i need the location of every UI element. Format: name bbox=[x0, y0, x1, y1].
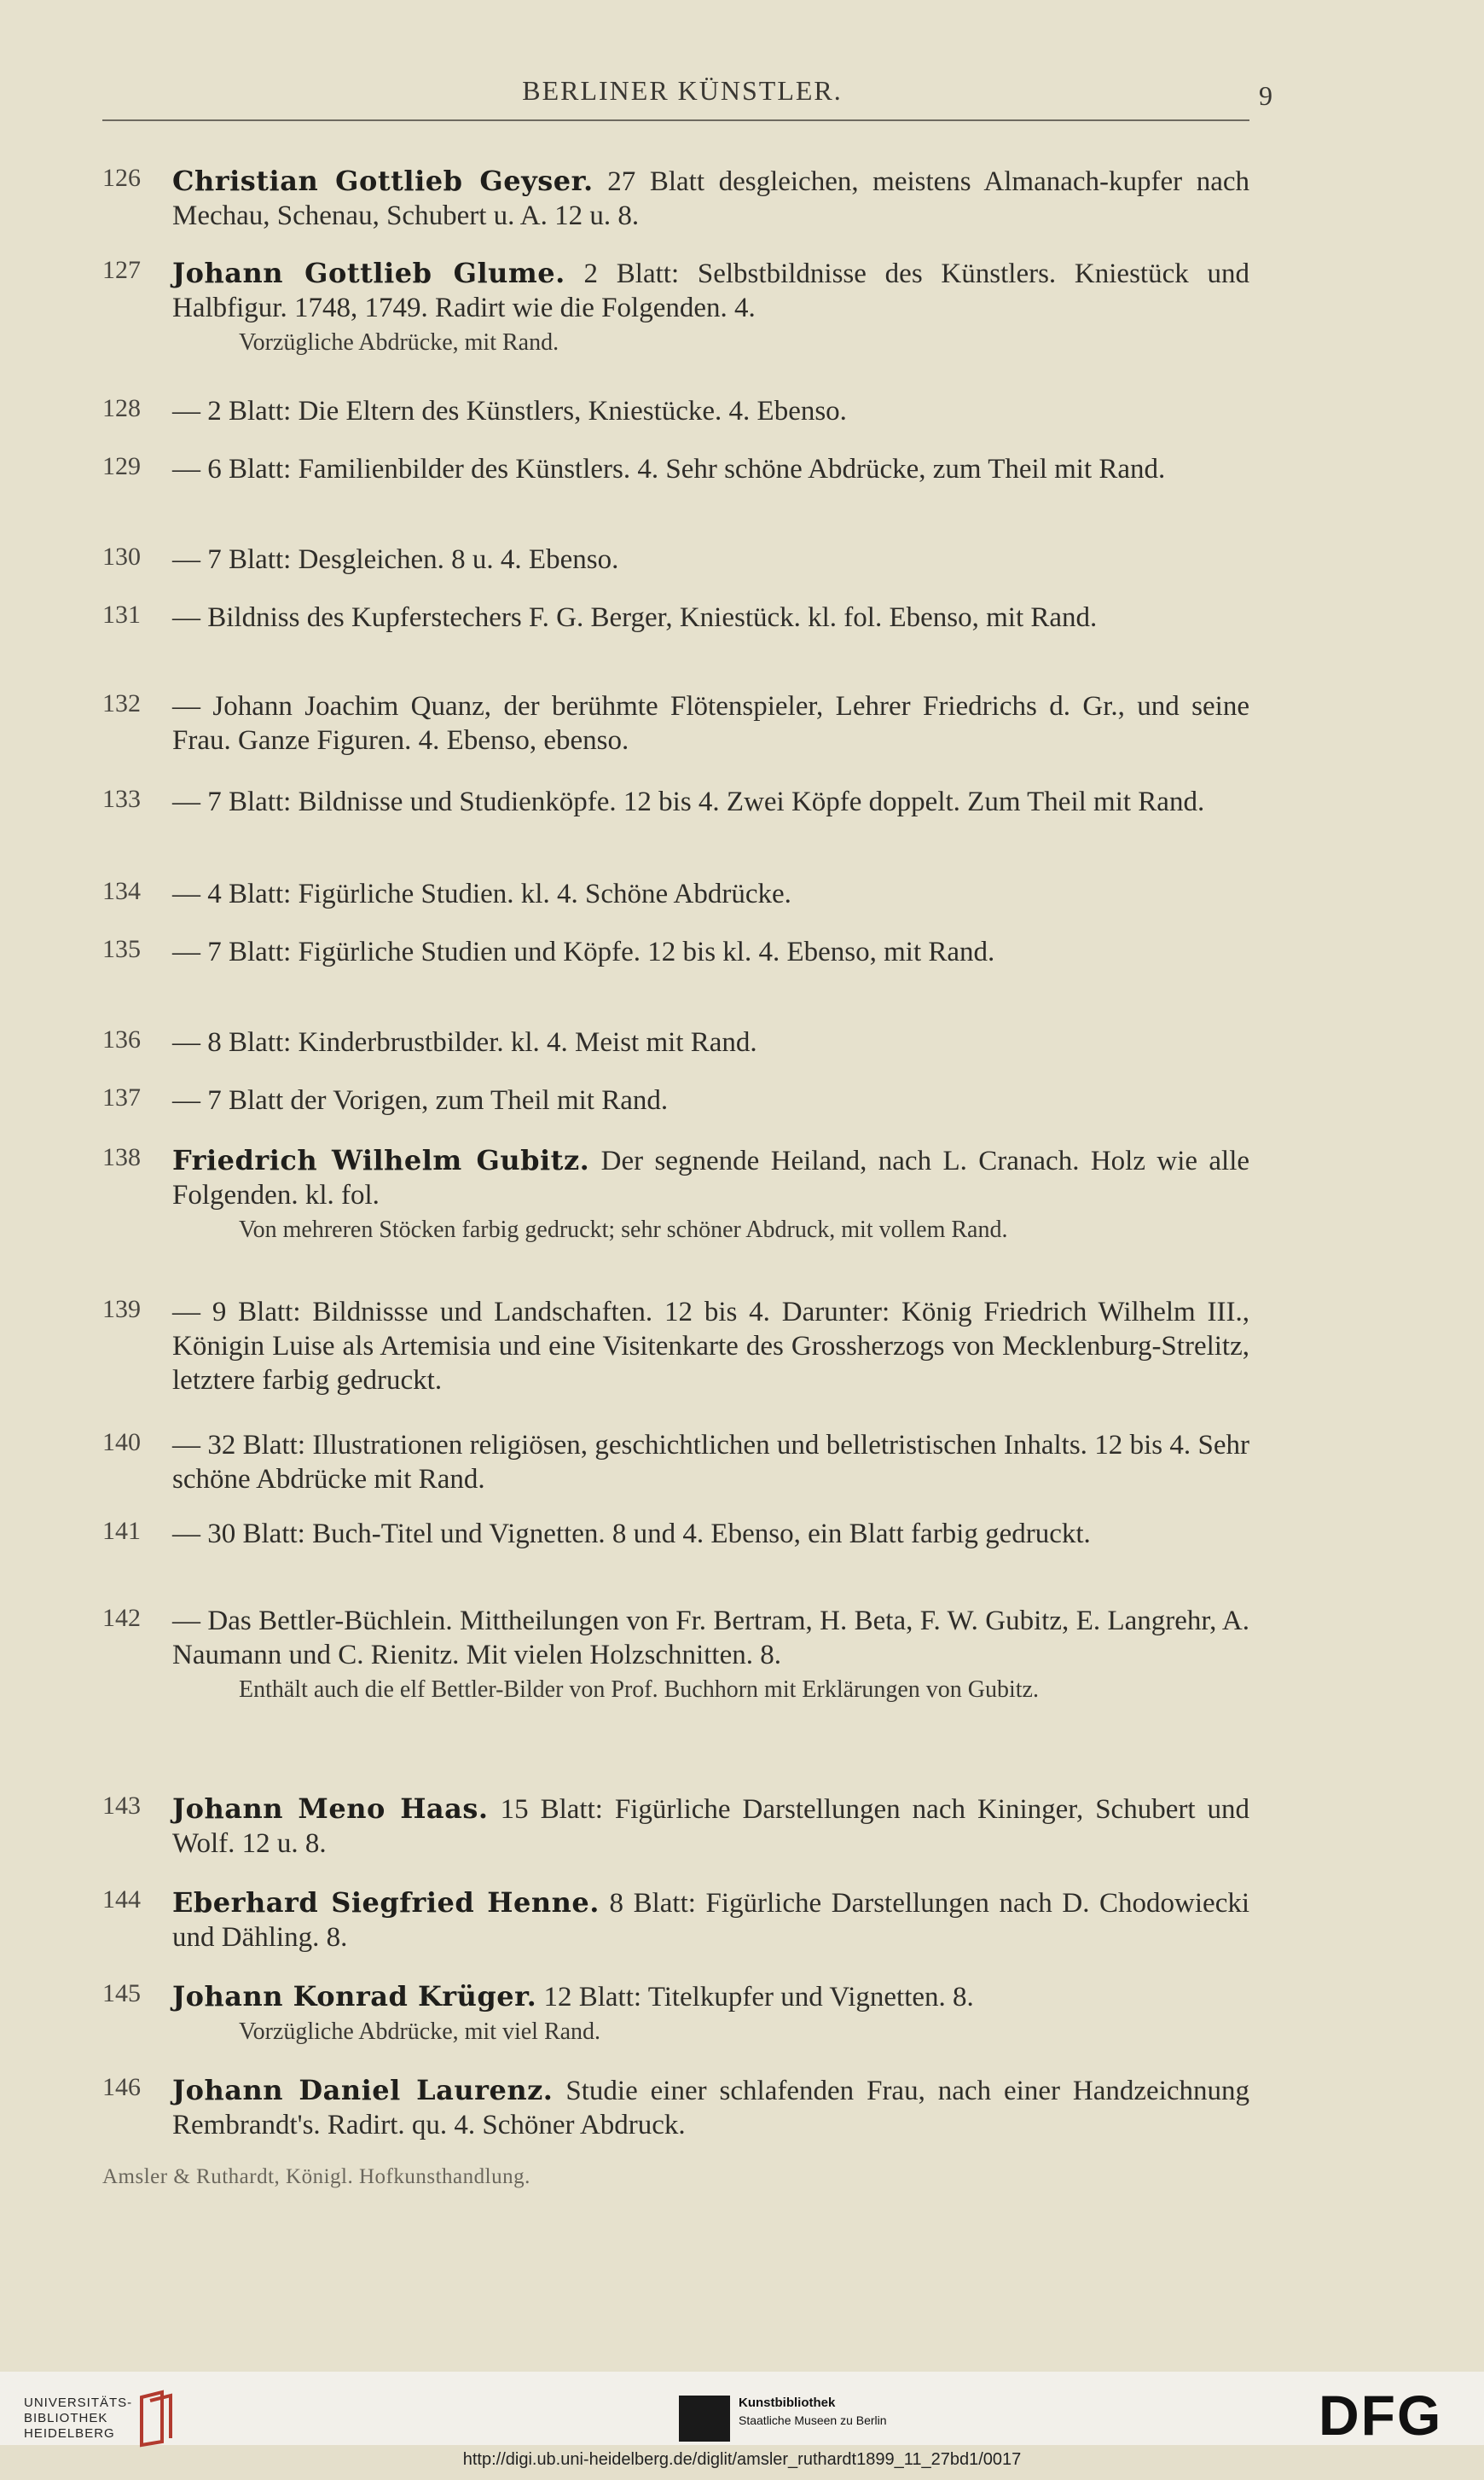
entry-text bbox=[172, 1517, 1249, 1551]
logo-line: HEIDELBERG bbox=[24, 2426, 115, 2441]
entry-text bbox=[172, 164, 1249, 233]
catalog-entry bbox=[102, 1517, 1249, 1551]
entry-number: 136 bbox=[102, 1025, 141, 1054]
catalog-entry bbox=[102, 1428, 1249, 1496]
entry-number: 142 bbox=[102, 1604, 141, 1632]
catalog-entry bbox=[102, 1885, 1249, 1954]
entry-number: 128 bbox=[102, 394, 141, 422]
entry-description: — Das Bettler-Büchlein. Mittheilungen von Fr. Bertram, H. Beta, F. W. Gubitz, E. Langrehr, A. Naumann und C. Rienitz. Mit vielen Holzschnitten. 8. bbox=[172, 1606, 1249, 1670]
entry-description: 12 Blatt: Titelkupfer und Vignetten. 8. bbox=[543, 1982, 974, 2012]
entry-description: 15 Blatt: Figürliche Darstellungen nach Kininger, Schubert und Wolf. 12 u. 8. bbox=[172, 1794, 1250, 1859]
entry-text bbox=[172, 785, 1249, 819]
entry-text bbox=[172, 601, 1249, 635]
artist-name: Eberhard Siegfried Henne. bbox=[172, 1886, 600, 1919]
entry-note: Von mehreren Stöcken farbig gedruckt; sehr schöner Abdruck, mit vollem Rand. bbox=[239, 1217, 1008, 1243]
catalog-entry bbox=[102, 1979, 1249, 2047]
artist-name: Friedrich Wilhelm Gubitz. bbox=[172, 1144, 590, 1176]
entry-number: 127 bbox=[102, 256, 141, 284]
entry-description: — 9 Blatt: Bildnissse und Landschaften. 12 bis 4. Darunter: König Friedrich Wilhelm III., Königin Luise als Artemisia und eine Visitenkarte des Grossherzogs von Mecklenburg-Strelitz, letztere farbig gedruckt. bbox=[172, 1297, 1249, 1396]
entry-number: 132 bbox=[102, 689, 141, 717]
entry-text bbox=[172, 877, 1249, 911]
catalog-entry bbox=[102, 452, 1249, 486]
entry-number: 138 bbox=[102, 1143, 141, 1171]
entry-description: Der segnende Heiland, nach L. Cranach. Holz wie alle Folgenden. kl. fol. bbox=[172, 1146, 1250, 1211]
entry-text bbox=[172, 1885, 1249, 1954]
catalog-entry bbox=[102, 1083, 1249, 1118]
entry-description: — 7 Blatt: Figürliche Studien und Köpfe. 12 bis kl. 4. Ebenso, mit Rand. bbox=[172, 937, 995, 967]
catalog-entry bbox=[102, 394, 1249, 428]
dfg-logo[interactable]: DFG bbox=[1319, 2384, 1443, 2447]
entry-text bbox=[172, 2073, 1249, 2142]
header-title: BERLINER KÜNSTLER. bbox=[522, 75, 843, 106]
catalog-entry bbox=[102, 1143, 1249, 1246]
entry-note: Vorzügliche Abdrücke, mit Rand. bbox=[239, 329, 559, 356]
catalog-entry bbox=[102, 256, 1249, 358]
entry-text bbox=[172, 543, 1249, 577]
entry-number: 144 bbox=[102, 1885, 141, 1914]
catalog-entry bbox=[102, 689, 1249, 758]
artist-name: Johann Meno Haas. bbox=[172, 1792, 489, 1825]
logo-line: BIBLIOTHEK bbox=[24, 2411, 108, 2425]
kb-title: Kunstbibliothek bbox=[739, 2396, 836, 2410]
entry-text bbox=[172, 1083, 1249, 1118]
entry-number: 131 bbox=[102, 601, 141, 629]
catalog-entry bbox=[102, 1025, 1249, 1060]
entry-number: 134 bbox=[102, 877, 141, 905]
entry-text bbox=[172, 1979, 1249, 2014]
logo-line: UNIVERSITÄTS- bbox=[24, 2396, 133, 2410]
entry-note: Enthält auch die elf Bettler-Bilder von Prof. Buchhorn mit Erklärungen von Gubitz. bbox=[239, 1676, 1039, 1703]
catalog-entry bbox=[102, 1604, 1249, 1705]
running-header bbox=[102, 70, 1272, 121]
header-rule bbox=[102, 119, 1249, 121]
artist-name: Johann Daniel Laurenz. bbox=[172, 2074, 554, 2106]
entry-number: 145 bbox=[102, 1979, 141, 2007]
entry-description: 27 Blatt desgleichen, meistens Almanach-kupfer nach Mechau, Schenau, Schubert u. A. 12 u. 8. bbox=[172, 166, 1250, 231]
entry-text bbox=[172, 394, 1249, 428]
university-library-logo[interactable] bbox=[24, 2396, 132, 2442]
entry-description: — Johann Joachim Quanz, der berühmte Flötenspieler, Lehrer Friedrichs d. Gr., und seine Frau. Ganze Figuren. 4. Ebenso, ebenso. bbox=[172, 691, 1249, 756]
entry-number: 129 bbox=[102, 452, 141, 480]
entry-number: 133 bbox=[102, 785, 141, 813]
entry-description: — 2 Blatt: Die Eltern des Künstlers, Kniestücke. 4. Ebenso. bbox=[172, 396, 847, 427]
entry-number: 126 bbox=[102, 164, 141, 192]
catalog-entry bbox=[102, 2073, 1249, 2142]
entry-number: 135 bbox=[102, 935, 141, 963]
page-number: 9 bbox=[1259, 80, 1272, 111]
entry-description: — 6 Blatt: Familienbilder des Künstlers. 4. Sehr schöne Abdrücke, zum Theil mit Rand. bbox=[172, 454, 1166, 485]
kb-subtitle: Staatliche Museen zu Berlin bbox=[739, 2413, 887, 2427]
entry-text bbox=[172, 1428, 1249, 1496]
entry-description: 2 Blatt: Selbstbildnisse des Künstlers. Kniestück und Halbfigur. 1748, 1749. Radirt wie die Folgenden. 4. bbox=[172, 258, 1250, 323]
catalog-entry bbox=[102, 877, 1249, 911]
entry-text bbox=[172, 1295, 1249, 1397]
entry-description: 8 Blatt: Figürliche Darstellungen nach D. Chodowiecki und Dähling. 8. bbox=[172, 1888, 1250, 1953]
entry-text bbox=[172, 452, 1249, 486]
artist-name: Johann Gottlieb Glume. bbox=[172, 257, 565, 289]
entry-description: — 4 Blatt: Figürliche Studien. kl. 4. Schöne Abdrücke. bbox=[172, 879, 791, 909]
entry-description: — 8 Blatt: Kinderbrustbilder. kl. 4. Meist mit Rand. bbox=[172, 1027, 757, 1058]
entry-number: 139 bbox=[102, 1295, 141, 1323]
catalog-entry bbox=[102, 601, 1249, 635]
entry-text bbox=[172, 935, 1249, 969]
entry-description: — Bildniss des Kupferstechers F. G. Berger, Kniestück. kl. fol. Ebenso, mit Rand. bbox=[172, 602, 1098, 633]
entry-description: — 30 Blatt: Buch-Titel und Vignetten. 8 und 4. Ebenso, ein Blatt farbig gedruckt. bbox=[172, 1519, 1091, 1549]
artist-name: Johann Konrad Krüger. bbox=[172, 1980, 537, 2012]
kunstbibliothek-mark-icon bbox=[679, 2396, 730, 2442]
catalog-entry bbox=[102, 1792, 1249, 1861]
entry-description: — 7 Blatt der Vorigen, zum Theil mit Rand. bbox=[172, 1085, 669, 1116]
entry-description: — 7 Blatt: Desgleichen. 8 u. 4. Ebenso. bbox=[172, 544, 619, 575]
entry-text bbox=[172, 689, 1249, 758]
entry-description: — 32 Blatt: Illustrationen religiösen, geschichtlichen und belletristischen Inhalts. 12 bis 4. Sehr schöne Abdrücke mit Rand. bbox=[172, 1430, 1249, 1495]
artist-name: Christian Gottlieb Geyser. bbox=[172, 165, 594, 197]
entry-number: 143 bbox=[102, 1792, 141, 1820]
entry-description: — 7 Blatt: Bildnisse und Studienköpfe. 12 bis 4. Zwei Köpfe doppelt. Zum Theil mit Rand. bbox=[172, 787, 1205, 817]
entry-number: 140 bbox=[102, 1428, 141, 1456]
catalog-entry bbox=[102, 543, 1249, 577]
entry-text bbox=[172, 1143, 1249, 1212]
entry-text bbox=[172, 1604, 1249, 1672]
publisher-line: Amsler & Ruthardt, Königl. Hofkunsthandlung. bbox=[102, 2165, 530, 2188]
entry-text bbox=[172, 1025, 1249, 1060]
entry-text bbox=[172, 1792, 1249, 1861]
catalog-entry bbox=[102, 1295, 1249, 1397]
catalog-entry bbox=[102, 785, 1249, 819]
permalink-url[interactable]: http://digi.ub.uni-heidelberg.de/diglit/amsler_ruthardt1899_11_27bd1/0017 bbox=[462, 2450, 1022, 2469]
catalog-entry bbox=[102, 164, 1249, 233]
entry-number: 137 bbox=[102, 1083, 141, 1112]
catalog-entry bbox=[102, 935, 1249, 969]
entry-number: 141 bbox=[102, 1517, 141, 1545]
entry-number: 130 bbox=[102, 543, 141, 571]
kunstbibliothek-logo[interactable] bbox=[739, 2394, 887, 2429]
entry-description: Studie einer schlafenden Frau, nach einer Handzeichnung Rembrandt's. Radirt. qu. 4. Schöner Abdruck. bbox=[172, 2076, 1250, 2140]
entry-note: Vorzügliche Abdrücke, mit viel Rand. bbox=[239, 2018, 601, 2045]
entry-text bbox=[172, 256, 1249, 325]
university-seal-icon bbox=[136, 2389, 179, 2448]
entry-number: 146 bbox=[102, 2073, 141, 2101]
